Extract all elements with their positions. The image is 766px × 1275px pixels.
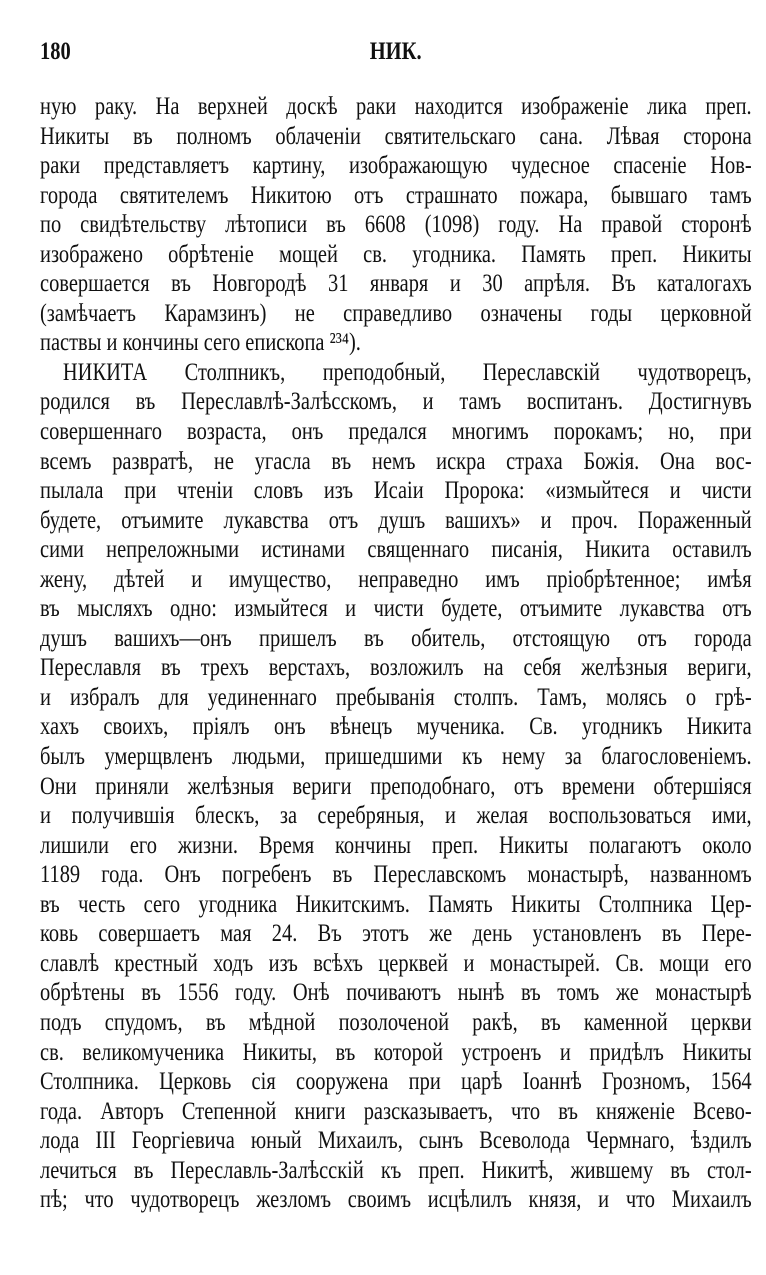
text-line: ковь совершаетъ мая 24. Въ этотъ же день установленъ въ Пере- [40, 920, 752, 948]
text-line: былъ умерщвленъ людьми, пришедшими къ нему за благословеніемъ. [40, 743, 752, 771]
text-line: города святителемъ Никитою отъ страшнато пожара, бывшаго тамъ [40, 181, 752, 209]
text-line: лода III Георгіевича юный Михаилъ, сынъ Всеволода Чермнаго, ѣздилъ [40, 1127, 752, 1155]
text-line: совершается въ Новгородѣ 31 января и 30 апрѣля. Въ каталогахъ [40, 270, 752, 298]
text-line: подъ спудомъ, въ мѣдной позолоченой ракѣ, въ каменной церкви [40, 1008, 752, 1036]
text-line: Переславля въ трехъ верстахъ, возложилъ на себя желѣзныя вериги, [40, 654, 752, 682]
text-line: въ честь сего угодника Никитскимъ. Память Никиты Столпника Цер- [40, 890, 752, 918]
text-line: сими непреложными истинами священнаго писанія, Никита оставилъ [40, 536, 752, 564]
text-line: родился въ Переславлѣ-Залѣсскомъ, и тамъ воспитанъ. Достигнувъ [40, 388, 752, 416]
text-line: 1189 года. Онъ погребенъ въ Переславскомъ монастырѣ, названномъ [40, 861, 752, 889]
text-line: по свидѣтельству лѣтописи въ 6608 (1098) году. На правой сторонѣ [40, 211, 752, 239]
text-line: св. великомученика Никиты, въ которой устроенъ и придѣлъ Никиты [40, 1038, 752, 1066]
running-title-text: НИК. [370, 38, 422, 65]
text-line: жену, дѣтей и имущество, неправедно имъ пріобрѣтенное; имѣя [40, 565, 752, 593]
text-line: въ мысляхъ одно: измыйтеся и чисти будете, отъимите лукавства отъ [40, 595, 752, 623]
text-line: хахъ своихъ, пріялъ онъ вѣнецъ мученика. Св. угодникъ Никита [40, 713, 752, 741]
text-line: душъ вашихъ—онъ пришелъ въ обитель, отстоящую отъ города [40, 624, 752, 652]
entry-heading-line: НИКИТА Столпникъ, преподобный, Переславскій чудотворецъ, [62, 358, 752, 386]
text-line: (замѣчаетъ Карамзинъ) не справедливо означены годы церковной [40, 299, 752, 327]
running-title [40, 38, 752, 66]
paragraph-end-line: паствы и кончины сего епископа ²³⁴). [40, 329, 361, 357]
text-line: Они приняли желѣзныя вериги преподобнаго, отъ времени обтершіяся [40, 772, 752, 800]
text-line: раки представляетъ картину, изображающую чудесное спасеніе Нов- [40, 152, 752, 180]
text-line: лишили его жизни. Время кончины преп. Никиты полагаютъ около [40, 831, 752, 859]
text-line: и получившія блескъ, за серебряныя, и желая воспользоваться ими, [40, 802, 752, 830]
text-line: года. Авторъ Степенной книги разсказываетъ, что въ княженіе Всево- [40, 1097, 752, 1125]
running-head [40, 38, 752, 72]
text-line: Никиты въ полномъ облаченіи святительскаго сана. Лѣвая сторона [40, 122, 752, 150]
text-line: пѣ; что чудотворецъ жезломъ своимъ исцѣлилъ князя, и что Михаилъ [40, 1186, 752, 1214]
text-line: всемъ развратѣ, не угасла въ немъ искра страха Божія. Она вос- [40, 447, 752, 475]
text-line: изображено обрѣтеніе мощей св. угодника. Память преп. Никиты [40, 240, 752, 268]
text-line: пылала при чтеніи словъ изъ Исаіи Пророка: «измыйтеся и чисти [40, 477, 752, 505]
text-line: совершеннаго возраста, онъ предался многимъ порокамъ; но, при [40, 418, 752, 446]
text-line: Столпника. Церковь сія сооружена при царѣ Іоаннѣ Грозномъ, 1564 [40, 1068, 752, 1096]
text-line: обрѣтены въ 1556 году. Онѣ почиваютъ нынѣ въ томъ же монастырѣ [40, 979, 752, 1007]
page-number: 180 [40, 38, 71, 65]
text-line: и избралъ для уединеннаго пребыванія столпъ. Тамъ, молясь о грѣ- [40, 683, 752, 711]
text-line: лечиться въ Переславль-Залѣсскій къ преп. Никитѣ, жившему въ стол- [40, 1156, 752, 1184]
text-line: будете, отъимите лукавства отъ душъ вашихъ» и проч. Пораженный [40, 506, 752, 534]
text-line: славлѣ крестный ходъ изъ всѣхъ церквей и монастырей. Св. мощи его [40, 949, 752, 977]
body-text [40, 92, 752, 1215]
text-line: ную раку. На верхней доскѣ раки находится изображеніе лика преп. [40, 93, 752, 120]
